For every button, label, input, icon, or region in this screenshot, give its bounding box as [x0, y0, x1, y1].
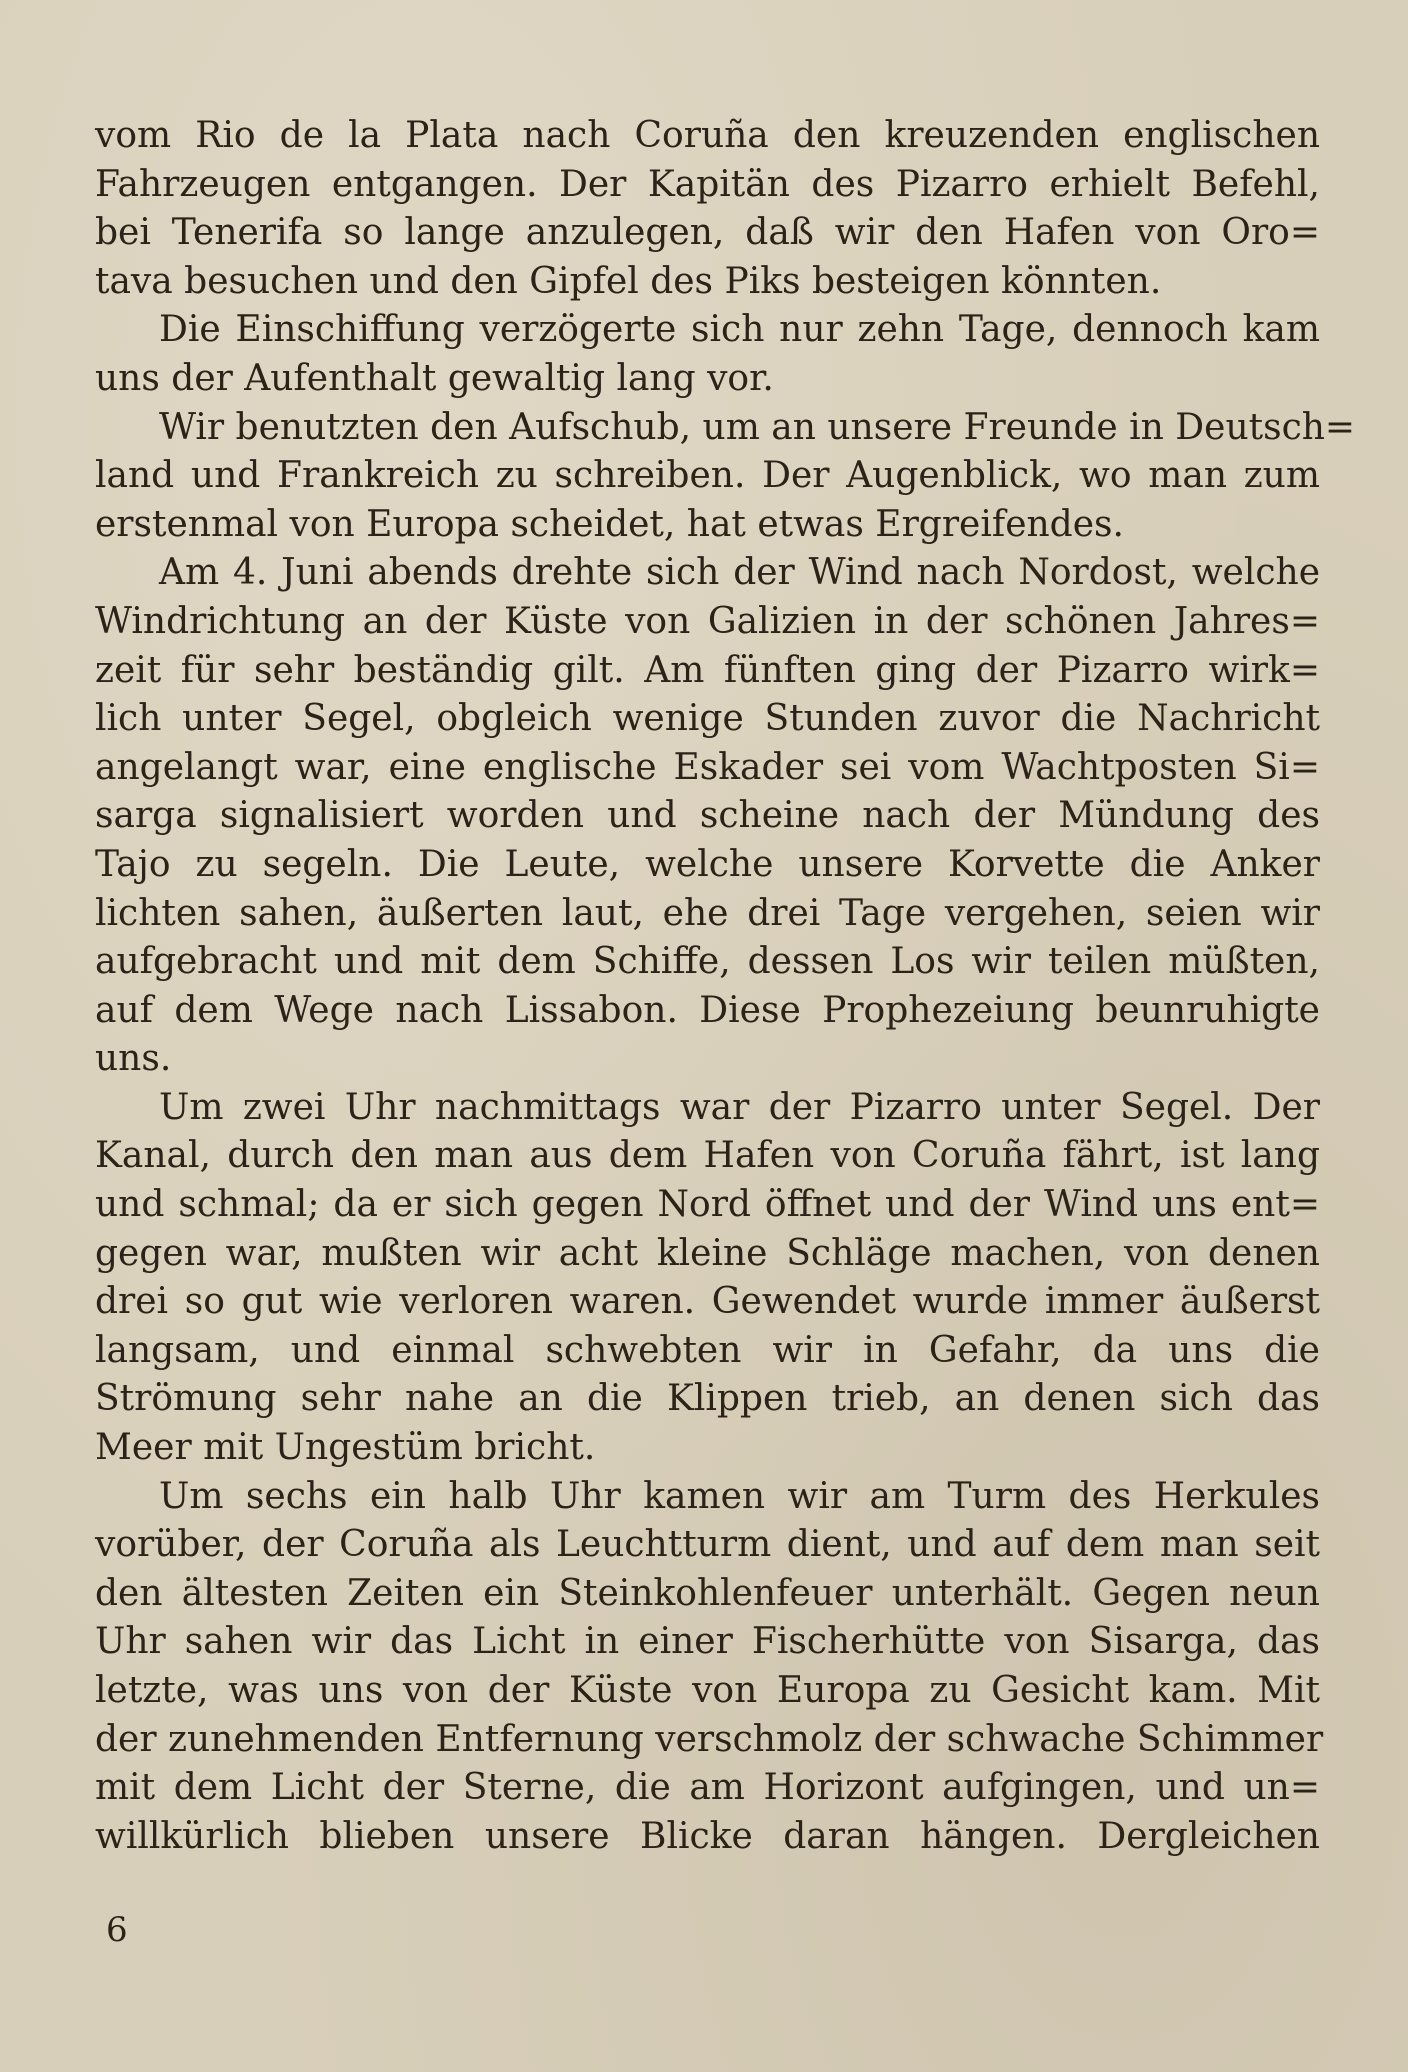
- text-line: Tajo zu segeln. Die Leute, welche unsere Korvette die Anker: [95, 843, 1320, 885]
- text-line: Meer mit Ungestüm bricht.: [95, 1427, 596, 1469]
- text-line: drei so gut wie verloren waren. Gewendet wurde immer äußerst: [95, 1281, 1320, 1323]
- text-line: gegen war, mußten wir acht kleine Schläge machen, von denen: [95, 1232, 1320, 1274]
- text-line: sarga signalisiert worden und scheine nach der Mündung des: [95, 795, 1320, 837]
- text-line: land und Frankreich zu schreiben. Der Augenblick, wo man zum: [95, 455, 1320, 497]
- page-number: 6: [106, 1910, 128, 1950]
- text-line: mit dem Licht der Sterne, die am Horizont aufgingen, und un=: [95, 1767, 1320, 1809]
- text-line: langsam, und einmal schwebten wir in Gefahr, da uns die: [95, 1329, 1320, 1371]
- body-text: [95, 112, 1356, 1861]
- text-line: lich unter Segel, obgleich wenige Stunden zuvor die Nachricht: [95, 698, 1320, 740]
- text-line: Uhr sahen wir das Licht in einer Fischerhütte von Sisarga, das: [95, 1621, 1320, 1663]
- text-line: willkürlich blieben unsere Blicke daran hängen. Dergleichen: [95, 1815, 1320, 1857]
- text-line: und schmal; da er sich gegen Nord öffnet und der Wind uns ent=: [95, 1184, 1320, 1226]
- text-line: Am 4. Juni abends drehte sich der Wind nach Nordost, welche: [159, 552, 1320, 594]
- text-line: Fahrzeugen entgangen. Der Kapitän des Pizarro erhielt Befehl,: [95, 163, 1320, 205]
- text-line: aufgebracht und mit dem Schiffe, dessen Los wir teilen müßten,: [95, 941, 1320, 983]
- text-line: uns der Aufenthalt gewaltig lang vor.: [95, 357, 774, 399]
- text-line: auf dem Wege nach Lissabon. Diese Prophezeiung beunruhigte: [95, 989, 1320, 1031]
- text-line: vom Rio de la Plata nach Coruña den kreuzenden englischen: [95, 115, 1320, 156]
- text-line: bei Tenerifa so lange anzulegen, daß wir den Hafen von Oro=: [95, 212, 1320, 254]
- text-line: Wir benutzten den Aufschub, um an unsere Freunde in Deutsch=: [159, 406, 1356, 448]
- paragraph: [95, 1473, 1324, 1862]
- text-line: Strömung sehr nahe an die Klippen trieb, an denen sich das: [95, 1378, 1320, 1420]
- text-line: erstenmal von Europa scheidet, hat etwas Ergreifendes.: [95, 503, 1124, 545]
- text-line: tava besuchen und den Gipfel des Piks besteigen könnten.: [95, 260, 1162, 302]
- text-line: vorüber, der Coruña als Leuchtturm dient, und auf dem man seit: [95, 1524, 1320, 1566]
- paragraph: [95, 404, 1356, 550]
- paragraph: [95, 549, 1320, 1084]
- text-line: zeit für sehr beständig gilt. Am fünften ging der Pizarro wirk=: [95, 649, 1320, 691]
- text-line: den ältesten Zeiten ein Steinkohlenfeuer unterhält. Gegen neun: [95, 1572, 1320, 1614]
- text-line: letzte, was uns von der Küste von Europa zu Gesicht kam. Mit: [95, 1670, 1320, 1711]
- text-line: Windrichtung an der Küste von Galizien in der schönen Jahres=: [95, 600, 1320, 642]
- text-line: uns.: [95, 1038, 172, 1080]
- text-line: Um zwei Uhr nachmittags war der Pizarro unter Segel. Der: [159, 1086, 1320, 1128]
- text-line: der zunehmenden Entfernung verschmolz der schwache Schimmer: [95, 1718, 1324, 1760]
- paragraph: [95, 306, 1320, 403]
- text-line: Die Einschiffung verzögerte sich nur zehn Tage, dennoch kam: [159, 309, 1320, 351]
- text-line: angelangt war, eine englische Eskader sei vom Wachtposten Si=: [95, 746, 1320, 788]
- paragraph: [95, 1084, 1320, 1473]
- text-line: Um sechs ein halb Uhr kamen wir am Turm des Herkules: [159, 1475, 1320, 1517]
- text-line: Kanal, durch den man aus dem Hafen von Coruña fährt, ist lang: [95, 1135, 1320, 1177]
- text-line: lichten sahen, äußerten laut, ehe drei Tage vergehen, seien wir: [95, 892, 1320, 934]
- paragraph: [95, 112, 1320, 306]
